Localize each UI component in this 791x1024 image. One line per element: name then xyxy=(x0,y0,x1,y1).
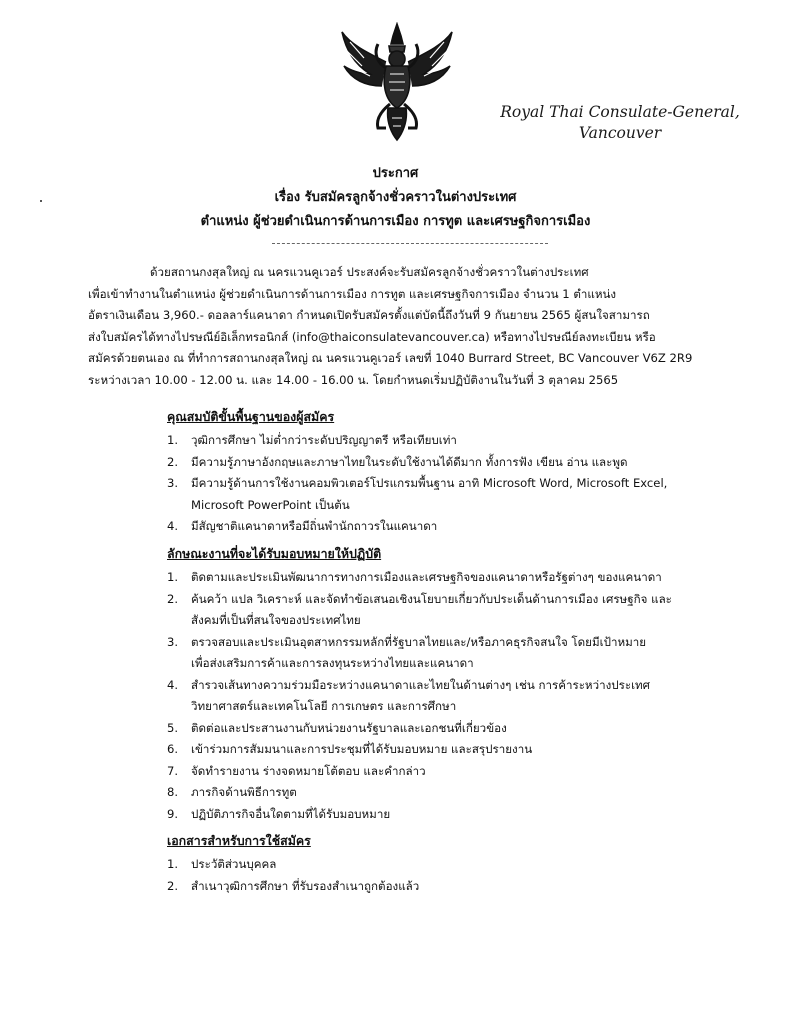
item-text: ติดตามและประเมินพัฒนาการทางการเมืองและเศรษฐกิจของแคนาดาหรือรัฐต่างๆ ของแคนาดา xyxy=(191,570,662,584)
item-number: 8. xyxy=(167,785,179,799)
list-item xyxy=(167,739,747,761)
list-item xyxy=(167,632,747,675)
garuda-emblem-icon xyxy=(336,22,458,142)
announcement-position: ตำแหน่ง ผู้ช่วยดำเนินการด้านการเมือง การทูต และเศรษฐกิจการเมือง xyxy=(200,214,591,229)
item-text: มีความรู้ด้านการใช้งานคอมพิวเตอร์โปรแกรมพื้นฐาน อาทิ Microsoft Word, Microsoft Excel, xyxy=(191,476,668,490)
list-item xyxy=(167,761,747,783)
item-text-wrap xyxy=(191,473,747,516)
item-text-continued: สังคมที่เป็นที่สนใจของประเทศไทย xyxy=(191,613,361,627)
documents-list xyxy=(167,854,747,897)
list-item xyxy=(167,854,747,876)
list-item xyxy=(167,804,747,826)
item-text: มีความรู้ภาษาอังกฤษและภาษาไทยในระดับใช้งานได้ดีมาก ทั้งการฟัง เขียน อ่าน และพูด xyxy=(191,454,628,469)
announcement-subject: เรื่อง รับสมัครลูกจ้างชั่วคราวในต่างประเทศ xyxy=(274,190,517,205)
item-text: วุฒิการศึกษา ไม่ต่ำกว่าระดับปริญญาตรี หรือเทียบเท่า xyxy=(191,433,457,447)
duties-heading: ลักษณะงานที่จะได้รับมอบหมายให้ปฏิบัติ xyxy=(167,546,382,561)
item-text-continued: วิทยาศาสตร์และเทคโนโลยี การเกษตร และการศึกษา xyxy=(191,699,457,713)
list-item xyxy=(167,782,747,804)
item-number: 3. xyxy=(167,634,179,649)
item-text: ค้นคว้า แปล วิเคราะห์ และจัดทำข้อเสนอเชิงนโยบายเกี่ยวกับประเด็นด้านการเมือง เศรษฐกิจ และ xyxy=(191,591,672,606)
item-text: ปฏิบัติภารกิจอื่นใดตามที่ได้รับมอบหมาย xyxy=(191,806,391,821)
documents-heading: เอกสารสำหรับการใช้สมัคร xyxy=(167,833,311,848)
consulate-line-1: Royal Thai Consulate-General, xyxy=(500,103,740,121)
intro-line: สมัครด้วยตนเอง ณ ที่ทำการสถานกงสุลใหญ่ ณ นครแวนคูเวอร์ เลขที่ 1040 Burrard Street, BC Vancouver V6Z 2R9 xyxy=(88,351,693,366)
item-number: 9. xyxy=(167,806,179,821)
list-item xyxy=(167,473,747,516)
item-text: ประวัติส่วนบุคคล xyxy=(191,857,277,871)
item-text: ติดต่อและประสานงานกับหน่วยงานรัฐบาลและเอกชนที่เกี่ยวข้อง xyxy=(191,720,507,735)
item-number: 5. xyxy=(167,720,179,735)
list-item xyxy=(167,589,747,632)
item-text: ตรวจสอบและประเมินอุตสาหกรรมหลักที่รัฐบาลไทยและ/หรือภาคธุรกิจสนใจ โดยมีเป้าหมาย xyxy=(191,634,647,649)
item-number: 6. xyxy=(167,742,179,756)
intro-line: เพื่อเข้าทำงานในตำแหน่ง ผู้ช่วยดำเนินการด้านการเมือง การทูต และเศรษฐกิจการเมือง จำนวน 1 ตำแหน่ง xyxy=(88,286,617,301)
item-number: 4. xyxy=(167,519,179,533)
item-text: สำรวจเส้นทางความร่วมมือระหว่างแคนาดาและไทยในด้านต่างๆ เช่น การค้าระหว่างประเทศ xyxy=(191,677,651,692)
item-number: 2. xyxy=(167,454,179,469)
item-text: เข้าร่วมการสัมมนาและการประชุมที่ได้รับมอบหมาย และสรุปรายงาน xyxy=(191,742,533,756)
item-number: 7. xyxy=(167,763,179,778)
duties-list xyxy=(167,567,747,825)
list-item xyxy=(167,430,747,452)
item-text: ภารกิจด้านพิธีการทูต xyxy=(191,785,297,799)
intro-line: ระหว่างเวลา 10.00 - 12.00 น. และ 14.00 - 16.00 น. โดยกำหนดเริ่มปฏิบัติงานในวันที่ 3 ตุลาคม 2565 xyxy=(88,372,619,387)
item-text: จัดทำรายงาน ร่างจดหมายโต้ตอบ และคำกล่าว xyxy=(191,763,426,778)
consulate-name xyxy=(495,102,745,144)
item-text-wrap xyxy=(191,589,747,632)
divider xyxy=(272,243,548,244)
list-item xyxy=(167,567,747,589)
list-item xyxy=(167,452,747,474)
item-text-continued: เพื่อส่งเสริมการค้าและการลงทุนระหว่างไทยและแคนาดา xyxy=(191,656,474,670)
list-item xyxy=(167,718,747,740)
item-number: 2. xyxy=(167,591,179,606)
item-number: 1. xyxy=(167,857,179,871)
intro-paragraph xyxy=(88,262,730,392)
intro-line: อัตราเงินเดือน 3,960.- ดอลลาร์แคนาดา กำหนดเปิดรับสมัครตั้งแต่บัดนี้ถึงวันที่ 9 กันยายน 2565 ผู้สนใจสามารถ xyxy=(88,308,650,323)
intro-line: ส่งใบสมัครได้ทางไปรษณีย์อิเล็กทรอนิกส์ (info@thaiconsulatevancouver.ca) หรือทางไปรษณีย์ลงทะเบียน หรือ xyxy=(88,329,656,344)
item-text-wrap xyxy=(191,675,747,718)
item-text-wrap xyxy=(191,632,747,675)
item-text: สำเนาวุฒิการศึกษา ที่รับรองสำเนาถูกต้องแล้ว xyxy=(191,878,420,893)
item-number: 3. xyxy=(167,476,179,490)
item-text-continued: Microsoft PowerPoint เป็นต้น xyxy=(191,497,350,512)
consulate-line-2: Vancouver xyxy=(578,124,662,142)
qualifications-list xyxy=(167,430,747,538)
intro-line: ด้วยสถานกงสุลใหญ่ ณ นครแวนคูเวอร์ ประสงค์จะรับสมัครลูกจ้างชั่วคราวในต่างประเทศ xyxy=(150,265,589,279)
item-number: 2. xyxy=(167,878,179,893)
list-item xyxy=(167,516,747,538)
item-number: 1. xyxy=(167,570,179,584)
item-text: มีสัญชาติแคนาดาหรือมีถิ่นพำนักถาวรในแคนาดา xyxy=(191,519,438,533)
item-number: 1. xyxy=(167,433,179,447)
announcement-title: ประกาศ xyxy=(372,166,419,181)
list-item xyxy=(167,675,747,718)
qualifications-heading: คุณสมบัติขั้นพื้นฐานของผู้สมัคร xyxy=(167,409,335,424)
item-number: 4. xyxy=(167,677,179,692)
list-item xyxy=(167,876,747,898)
